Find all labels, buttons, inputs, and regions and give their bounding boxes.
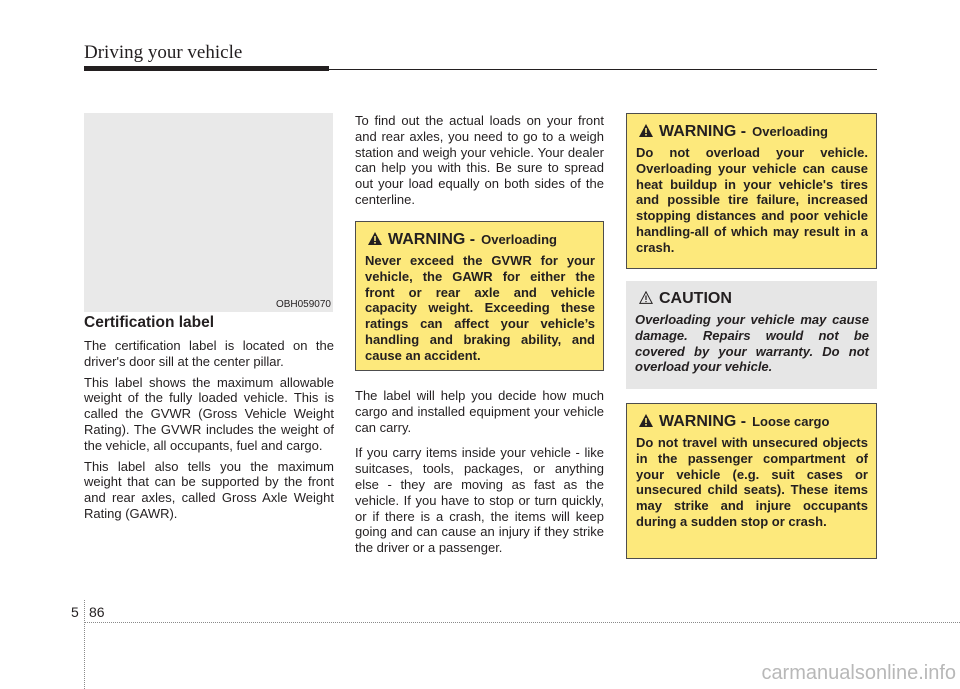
paragraph: If you carry items inside your vehicle - like suitcases, tools, packages, or anything else - they are moving as fast as the vehicle. If you have to stop or turn quickly, or if there is a crash, the items will keep going and can cause an injury if they strike the driver or a passenger.: [355, 445, 604, 556]
warning-subtitle: Overloading: [752, 124, 828, 139]
footer-divider: [84, 600, 85, 689]
page-header-title: Driving your vehicle: [84, 42, 243, 63]
warning-triangle-icon: [368, 232, 382, 245]
warning-box-overloading: [626, 113, 877, 269]
axle-loads-text: [355, 113, 604, 208]
warning-box-gvwr: [355, 221, 604, 371]
warning-body: Do not travel with unsecured objects in the passenger compartment of your vehicle (e.g. suit cases or unsecured child seats). These items may strike and injure occupants during a sudden stop or crash.: [636, 435, 868, 529]
warning-box-loose-cargo: [626, 403, 877, 559]
paragraph: The label will help you decide how much cargo and installed equipment your vehicle can carry.: [355, 388, 604, 435]
warning-body: Do not overload your vehicle. Overloading your vehicle can cause heat buildup in your vehicle's tires and possible tire failure, increased stopping distances and poor vehicle handling-all of which may result in a crash.: [636, 145, 868, 255]
caution-body: Overloading your vehicle may cause damage. Repairs would not be covered by your warranty. Do not overload your vehicle.: [635, 312, 869, 375]
warning-body: Never exceed the GVWR for your vehicle, the GAWR for either the front or rear axle and vehicle capacity weight. Exceeding these ratings can affect your vehicle’s handling and braking ability, and cause an accident.: [365, 253, 595, 363]
header-rule-thin: [329, 69, 877, 70]
caution-box: [626, 281, 877, 389]
warning-subtitle: Loose cargo: [752, 414, 830, 429]
warning-title: WARNING -: [659, 413, 747, 430]
paragraph: To find out the actual loads on your front and rear axles, you need to go to a weigh station and weigh your vehicle. Your dealer can help you with this. Be sure to spread out your load equally on both sides of the centerline.: [355, 113, 604, 207]
paragraph: This label shows the maximum allowable weight of the fully loaded vehicle. This is called the GVWR (Gross Vehicle Weight Rating). The GVWR includes the weight of the vehicle, all occupants, fuel and cargo.: [84, 374, 334, 453]
caution-title: CAUTION: [659, 290, 732, 307]
warning-title: WARNING -: [388, 231, 476, 248]
watermark: carmanualsonline.info: [761, 662, 956, 684]
warning-title: WARNING -: [659, 123, 747, 140]
footer-rule: [84, 622, 960, 623]
photo-code: OBH059070: [275, 299, 331, 310]
warning-triangle-icon: [639, 124, 653, 137]
section-number: 5: [71, 604, 79, 620]
page-number: 86: [89, 604, 105, 620]
certification-text: [84, 338, 334, 522]
paragraph: The certification label is located on the driver's door sill at the center pillar.: [84, 338, 334, 369]
cargo-text: [355, 388, 604, 556]
warning-triangle-icon: [639, 414, 653, 427]
certification-label-photo: [84, 113, 333, 312]
section-heading: Certification label: [84, 314, 215, 331]
warning-subtitle: Overloading: [481, 232, 557, 247]
paragraph: This label also tells you the maximum weight that can be supported by the front and rear axles, called Gross Axle Weight Rating (GAWR).: [84, 458, 334, 521]
header-rule: [84, 66, 329, 71]
caution-triangle-icon: [639, 291, 653, 304]
